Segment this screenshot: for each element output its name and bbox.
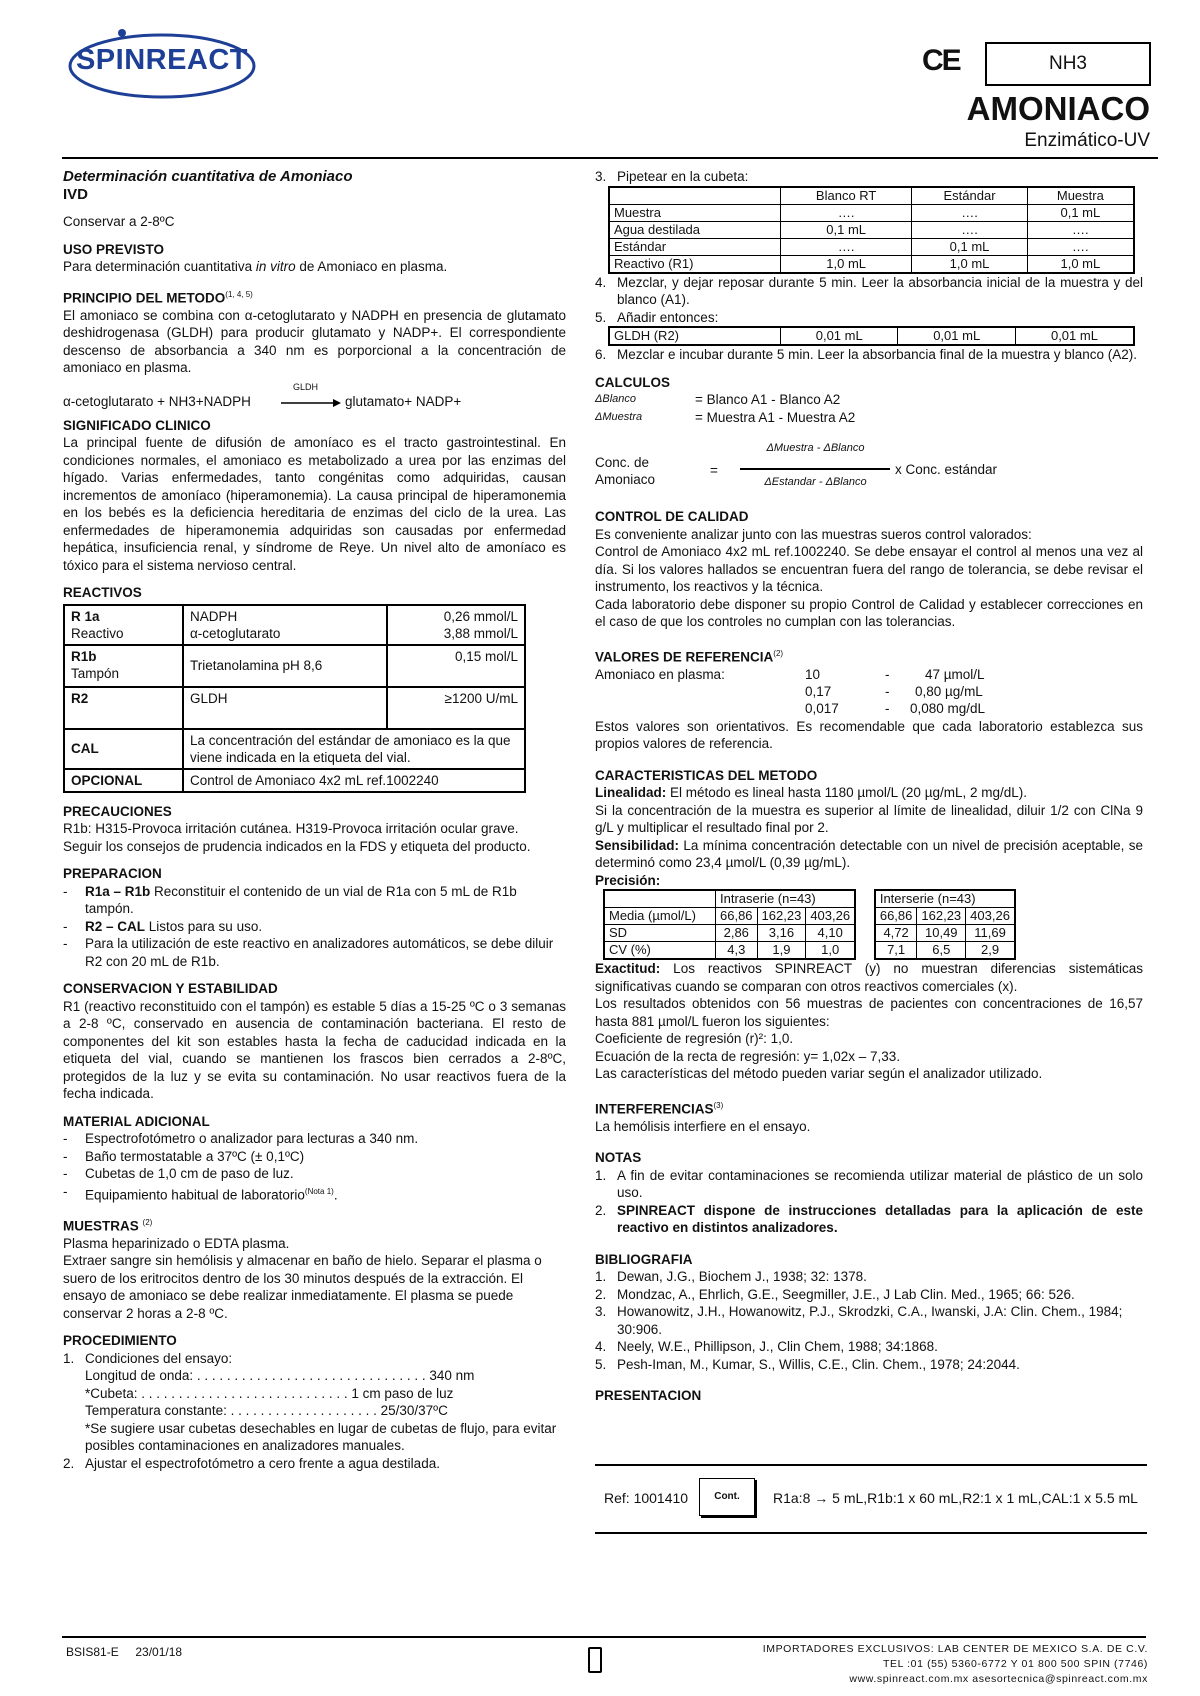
regression-equation: Ecuación de la recta de regresión: y= 1,02x – 7,33. (595, 1048, 901, 1064)
procedure-temperature: Temperatura constante: . . . . . . . . . . . . . . . . . . . . 25/30/37ºC (85, 1403, 448, 1418)
muestras-text-1: Plasma heparinizado o EDTA plasma. (63, 1235, 290, 1251)
significado-title: SIGNIFICADO CLINICO (63, 417, 211, 433)
interferencias-text: La hemólisis interfiere en el ensayo. (595, 1118, 811, 1134)
table-row: GLDH (R2) 0,01 mL 0,01 mL 0,01 mL (609, 327, 1134, 345)
table-row: Agua destilada 0,1 mL …. …. (609, 221, 1134, 238)
interferencias-title: INTERFERENCIAS$^{(3)}$ (595, 1100, 724, 1116)
list-item: - Espectrofotómetro o analizador para lecturas a 340 nm. (63, 1131, 419, 1146)
procedure-wavelength: Longitud de onda: . . . . . . . . . . . . . . . . . . . . . . . . . . . . . . . 340 nm (85, 1368, 475, 1383)
cont-label: Cont. (699, 1478, 755, 1516)
list-item: 2. Ajustar el espectrofotómetro a cero frente a agua destilada. (63, 1455, 440, 1471)
uso-text: Para determinación cuantitativa in vitro de Amoniaco en plasma. (63, 259, 448, 274)
list-item: 2. SPINREACT dispone de instrucciones detalladas para la aplicación de este reactivo en distintos analizadores. (595, 1202, 1143, 1235)
list-item: - Equipamiento habitual de laboratorio$^{(Nota 1)}$. (63, 1183, 338, 1202)
conservacion-text: R1 (reactivo reconstituido con el tampón) es estable 5 días a 15-25 ºC o 3 semanas a 2-8 ºC, conservado en ausencia de contaminación bacteriana. El resto de componentes del kit son estables hasta la fecha de caducidad indicada en la etiqueta del vial, cuando se mantienen los frascos bien cerrados a 2-8ºC, protegidos de la luz y se evita su contaminación. No usar reactivos fuera de la fecha indicada. (63, 998, 566, 1101)
list-item: 2. Mondzac, A., Ehrlich, G.E., Seegmiller, J.E., J Lab Clin. Med., 1965; 66: 526. (595, 1286, 1075, 1302)
list-item: - R1a – R1b Reconstituir el contenido de un vial de R1a con 5 mL de R1b tampón. (63, 883, 517, 916)
table-row: OPCIONAL Control de Amoniaco 4x2 mL ref.1002240 (64, 769, 525, 792)
table-row: SD 2,86 3,16 4,10 (604, 925, 855, 942)
control-text-1: Es conveniente analizar junto con las muestras sueros control valorados: (595, 526, 1032, 542)
list-item: - Cubetas de 1,0 cm de paso de luz. (63, 1166, 294, 1181)
method-note: Las características del método pueden variar según el analizador utilizado. (595, 1066, 1043, 1081)
preparacion-list (63, 883, 566, 971)
list-item: 6. Mezclar e incubar durante 5 min. Leer la absorbancia final de la muestra y blanco (A2). (595, 347, 1138, 362)
accuracy-text-2: Los resultados obtenidos con 56 muestras de pacientes con concentraciones de 16,57 hasta 881 µmol/L fueron los siguientes: (595, 996, 1143, 1029)
calc-sample: ΔMuestra = Muestra A1 - Muestra A2 (595, 409, 856, 425)
calc-blank: ΔBlanco = Blanco A1 - Blanco A2 (595, 392, 841, 407)
footer-divider (62, 1636, 1146, 1638)
list-item: - R2 – CAL Listos para su uso. (63, 918, 263, 934)
table-row: 7,1 6,5 2,9 (875, 942, 1015, 960)
list-item: 1. A fin de evitar contaminaciones se recomienda utilizar material de plástico de un solo uso. (595, 1167, 1143, 1200)
principio-text: El amoniaco se combina con α-cetoglutarato y NADPH en presencia de glutamato deshidrogenasa (GLDH) para producir glutamato y NADP+. El correspondiente descenso de absorbancia a 340 nm es porporcional a la concentración de amoniaco en plasma. (63, 307, 566, 375)
accuracy-text: Exactitud: Los reactivos SPINREACT (y) no muestran diferencias sistemáticas significativas cuando se comparan con otros reactivos comerciales (x). (595, 961, 1143, 994)
bibliografia-list (595, 1268, 1143, 1373)
procedure-steps (595, 168, 1143, 186)
storage-text: Conservar a 2-8ºC (63, 214, 175, 229)
logo-text: SPINREACT (75, 44, 249, 76)
referencia-note: Estos valores son orientativos. Es recomendable que cada laboratorio establezca sus propios valores de referencia. (595, 718, 1143, 751)
precision-label: Precisión: (595, 872, 661, 888)
table-row: 4,72 10,49 11,69 (875, 925, 1015, 942)
control-text-3: Cada laboratorio debe disponer su propio Control de Calidad y establecer correcciones en el caso de que los controles no cumplan con las tolerancias. (595, 596, 1143, 629)
footer-doc-code: BSIS81-E 23/01/18 (66, 1645, 183, 1659)
precauciones-text-1: R1b: H315-Provoca irritación cutánea. H319-Provoca irritación ocular grave. (63, 821, 519, 836)
intraserie-table: Intraserie (n=43) Media (µmol/L) 66,86 162,23 403,26 SD 2,86 3,16 4,10 CV (%) 4,3 1,9 1,0 (603, 889, 856, 960)
referencia-title: VALORES DE REFERENCIA$^{(2)}$ (595, 648, 784, 664)
list-item: 1. Dewan, J.G., Biochem J., 1938; 32: 1378. (595, 1269, 867, 1284)
list-item: 5. Añadir entonces: (595, 309, 719, 325)
footer-importer: IMPORTADORES EXCLUSIVOS: LAB CENTER DE MEXICO S.A. DE C.V. (762, 1643, 1148, 1655)
table-row: 66,86 162,23 403,26 (875, 908, 1015, 925)
table-row: CV (%) 4,3 1,9 1,0 (604, 942, 855, 960)
concentration-formula: Conc. de Amoniaco = ΔMuestra - ΔBlanco ΔEstandar - ΔBlanco x Conc. estándar (595, 442, 998, 488)
footer-web: www.spinreact.com.mx asesortecnica@spinreact.com.mx (849, 1673, 1148, 1685)
list-item: 3. Howanowitz, J.H., Howanowitz, P.J., Skrodzki, C.A., Iwanski, J.A: Clin. Chem., 1984; 30:906. (595, 1304, 1123, 1337)
precauciones-text-2: Seguir los consejos de prudencia indicados en la FDS y etiqueta del producto. (63, 838, 531, 854)
procedimiento-title: PROCEDIMIENTO (63, 1333, 177, 1348)
table-row: CAL La concentración del estándar de amoniaco es la que viene indicada en la etiqueta del vial. (64, 729, 525, 769)
procedimiento-list (63, 1350, 566, 1473)
significado-text: La principal fuente de difusión de amoníaco es el tracto gastrointestinal. En condiciones normales, el amoniaco es metabolizado a urea por las enzimas del hígado. Varias enfermedades, tanto congénitas como adquiridas, causan incrementos de amoníaco (hiperamonemia). La causa principal de hiperamonemia en los bebés es la deficiencia hereditaria de enzimas del ciclo de la urea. Las enfermedades de hiperamonemia adquiridas son causadas por enfermedad hepática, insuficiencia renal, y síndrome de Reye. Un nivel alto de amoníaco es tóxico para el sistema nervioso central. (63, 435, 566, 573)
control-text-2: Control de Amoniaco 4x2 mL ref.1002240. Se debe ensayar el control al menos una vez al día. Si los valores hallados se encuentran fuera del rango de tolerancia, se debe revisar el instrumento, los reactivos y la técnica. (595, 544, 1143, 594)
linearity-text-2: Si la concentración de la muestra es superior al límite de linealidad, diluir 1/2 con ClNa 9 g/L y multiplicar el resultado final por 2. (595, 802, 1143, 835)
right-column (595, 168, 1143, 1405)
ce-mark: CE (922, 44, 960, 77)
list-item: - Baño termostatable a 37ºC (± 0,1ºC) (63, 1148, 305, 1164)
material-list (63, 1130, 566, 1204)
reference-values: Amoniaco en plasma: 10 - 47 µmol/L 0,17 - 0,80 µg/mL 0,017 - 0,080 mg/dL (595, 666, 986, 716)
table-row: Estándar …. 0,1 mL …. (609, 238, 1134, 255)
list-item: - Para la utilización de este reactivo en analizadores automáticos, se debe diluir R2 con 20 mL de R1b. (63, 936, 554, 969)
reactivos-table (63, 604, 526, 793)
presentation-box (595, 1464, 1147, 1534)
table-row: Media (µmol/L) 66,86 162,23 403,26 (604, 908, 855, 925)
reaction-right: glutamato+ NADP+ (345, 393, 462, 409)
page-marker-icon (588, 1647, 602, 1673)
footer-phone: TEL :01 (55) 5360-6772 Y 01 800 500 SPIN (7746) (882, 1658, 1148, 1670)
list-item: 4. Neely, W.E., Phillipson, J., Clin Chem, 1988; 34:1868. (595, 1339, 938, 1354)
interserie-table: Interserie (n=43) 66,86 162,23 403,26 4,72 10,49 11,69 7,1 6,5 2,9 (874, 889, 1016, 960)
presentation-ref: Ref: 1001410 (604, 1490, 689, 1506)
gldh-table (608, 326, 1135, 346)
reaction-left: α-cetoglutarato + NH3+NADPH (63, 393, 251, 409)
procedure-note: *Se sugiere usar cubetas desechables en lugar de cubetas de flujo, para evitar posibles contaminaciones en analizadores manuales. (85, 1420, 557, 1453)
bibliografia-title: BIBLIOGRAFIA (595, 1251, 693, 1267)
page-title: AMONIACO (966, 90, 1150, 127)
reaction-equation (63, 379, 566, 413)
reactivos-title: REACTIVOS (63, 585, 142, 600)
table-row: Reactivo (R1) 1,0 mL 1,0 mL 1,0 mL (609, 255, 1134, 273)
list-item: 3. Pipetear en la cubeta: (595, 169, 749, 184)
table-row: Muestra …. …. 0,1 mL (609, 204, 1134, 221)
conservacion-title: CONSERVACION Y ESTABILIDAD (63, 981, 278, 996)
reaction-arrow-icon (281, 397, 341, 409)
precauciones-title: PRECAUCIONES (63, 803, 172, 819)
control-title: CONTROL DE CALIDAD (595, 509, 749, 524)
notas-list (595, 1167, 1143, 1237)
list-item: 4. Mezclar, y dejar reposar durante 5 min. Leer la absorbancia inicial de la muestra y del blanco (A1). (595, 274, 1143, 307)
spinreact-logo (66, 26, 258, 100)
sensitivity-text: Sensibilidad: La mínima concentración detectable con un nivel de precisión aceptable, se determinó como 23,4 µmol/L (0,39 µg/mL). (595, 837, 1143, 870)
precision-tables (603, 889, 1143, 960)
caract-title: CARACTERISTICAS DEL METODO (595, 767, 818, 783)
header-divider (62, 157, 1158, 159)
linearity-text: Linealidad: El método es lineal hasta 1180 µmol/L (20 µg/mL, 2 mg/dL). (595, 785, 1028, 800)
ivd-label: IVD (63, 185, 89, 203)
calculos-title: CALCULOS (595, 374, 670, 390)
reaction-enzyme: GLDH (293, 381, 319, 392)
preparacion-title: PREPARACION (63, 866, 162, 881)
procedure-cuvette: *Cubeta: . . . . . . . . . . . . . . . . . . . . . . . . . . . . 1 cm paso de luz (85, 1385, 454, 1401)
list-item: 1. Condiciones del ensayo: Longitud de onda: . . . . . . . . . . . . . . . . . . . . . . . . . . . . . . . 340 nm *Cubeta: . . . . . . . . . . . . . . . . . . . . . . . . . . . . 1 cm paso de luz Temperatura constante: . . . . . . . . . . . . . . . . . . . . 25/30/37ºC *Se sugiere usar cubetas desechables en lugar de cubetas de flujo, para evitar posibles contaminaciones en analizadores manuales. (63, 1350, 566, 1455)
principio-title: PRINCIPIO DEL METODO$^{(1, 4, 5)}$ (63, 289, 253, 305)
muestras-text-2: Extraer sangre sin hemólisis y almacenar en baño de hielo. Separar el plasma o suero de los eritrocitos dentro de los 30 minutos después de la extracción. El ensayo de amoniaco se debe realizar inmediatamente. El plasma se puede conservar 2 horas a 2-8 ºC. (63, 1253, 542, 1321)
list-item: 5. Pesh-Iman, M., Kumar, S., Willis, C.E., Clin. Chem., 1978; 24:2044. (595, 1356, 1020, 1372)
presentation-contents: R1a:8 → 5 mL,R1b:1 x 60 mL,R2:1 x 1 mL,CAL:1 x 5.5 mL (773, 1490, 1138, 1506)
page-subtitle: Enzimático-UV (1024, 130, 1150, 151)
footer-contact (763, 1642, 1148, 1687)
uso-title: USO PREVISTO (63, 241, 165, 257)
table-row: R 1a Reactivo NADPH α-cetoglutarato 0,26 mmol/L 3,88 mmol/L (64, 605, 525, 645)
table-row: R2 GLDH ≥1200 U/mL (64, 687, 525, 729)
product-code-box: NH3 (985, 42, 1151, 86)
pipetting-table (608, 186, 1135, 274)
regression-coefficient: Coeficiente de regresión (r)²: 1,0. (595, 1031, 794, 1046)
material-title: MATERIAL ADICIONAL (63, 1113, 210, 1129)
presentacion-title: PRESENTACION (595, 1388, 702, 1403)
table-header-row: Blanco RT Estándar Muestra (609, 187, 1134, 205)
notas-title: NOTAS (595, 1150, 642, 1165)
left-column (63, 168, 566, 1472)
table-row: R1b Tampón Trietanolamina pH 8,6 0,15 mol/L (64, 645, 525, 687)
document-title: Determinación cuantitativa de Amoniaco (63, 168, 353, 185)
muestras-title: MUESTRAS $^{(2)}$ (63, 1217, 153, 1233)
